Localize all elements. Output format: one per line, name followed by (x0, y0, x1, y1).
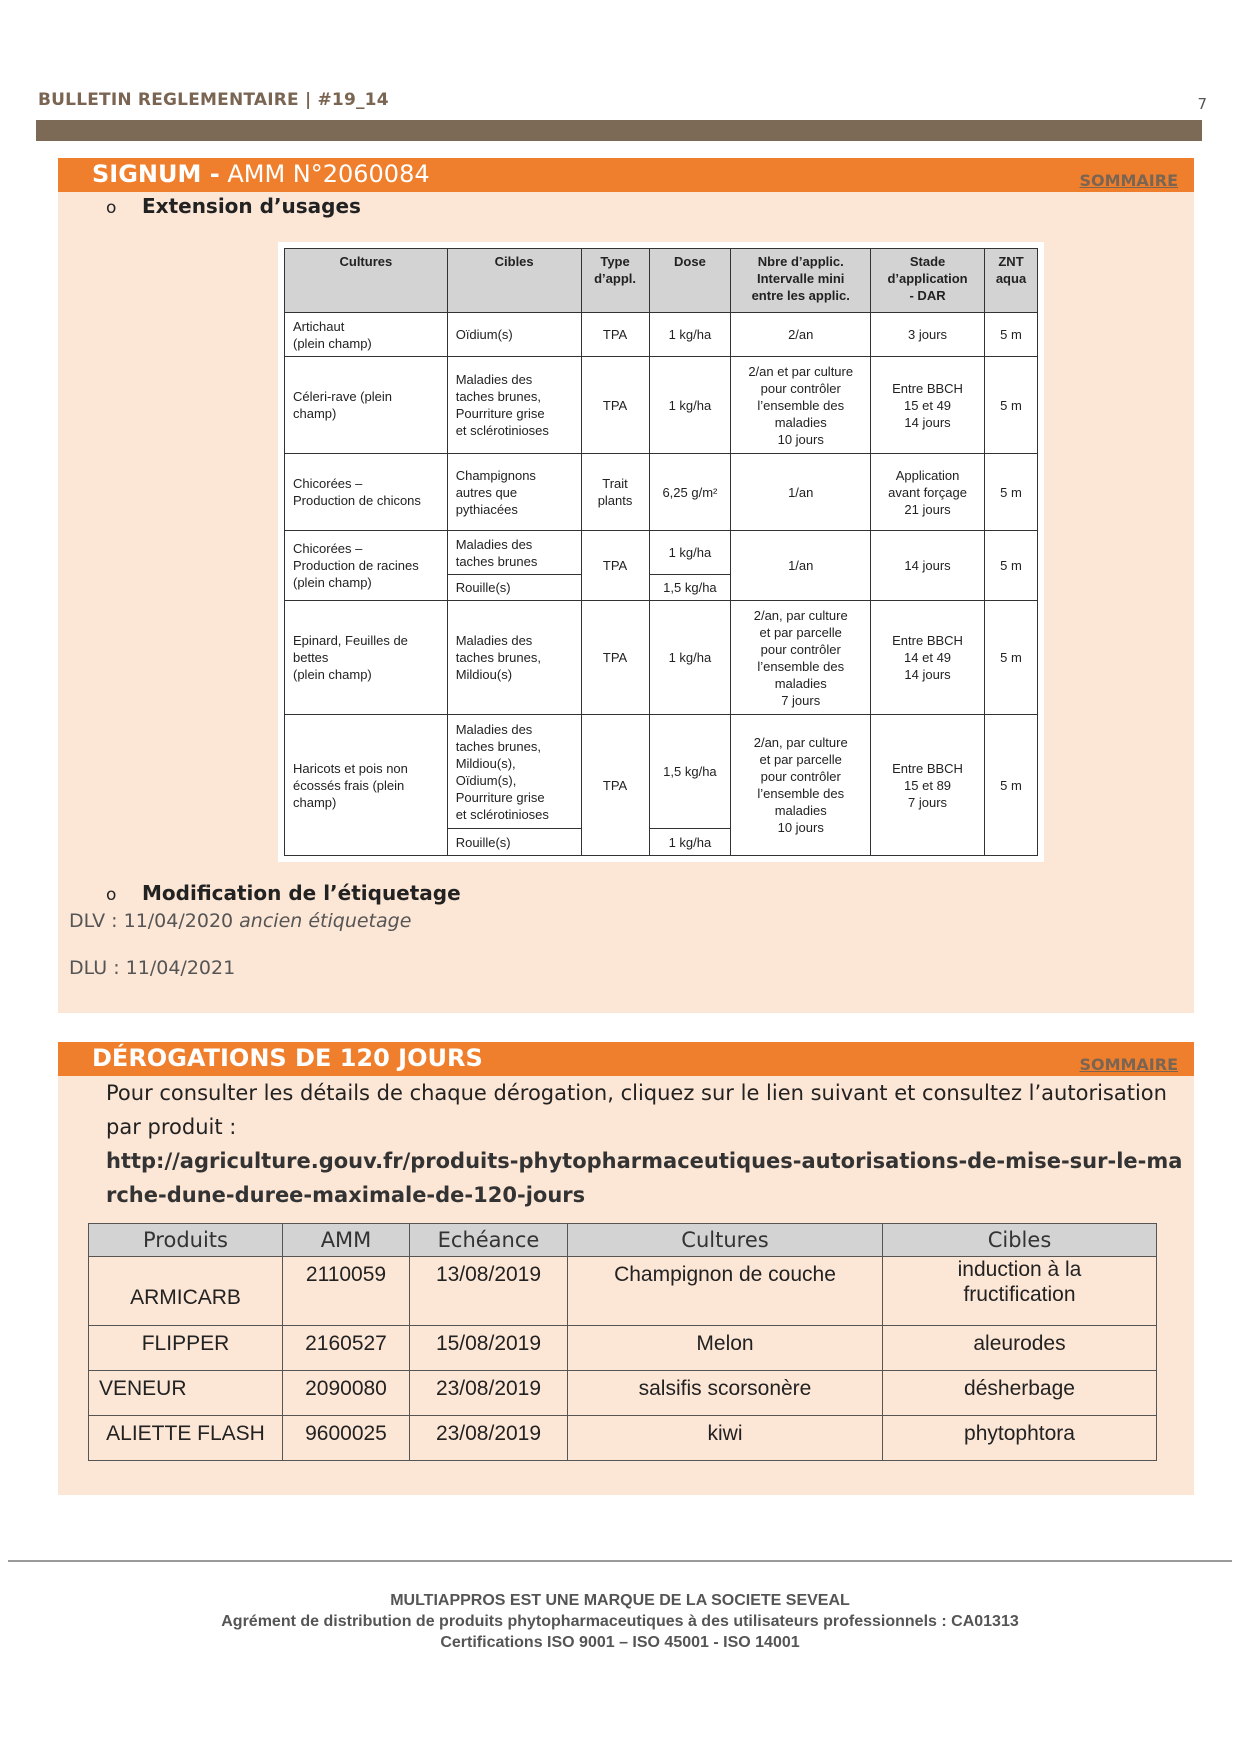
derog-cible: phytophtora (883, 1416, 1157, 1461)
usage-nbre: 2/an (731, 313, 871, 357)
bullet-glyph: o (106, 885, 117, 905)
usage-header-cell: Stade d’application - DAR (871, 249, 985, 313)
derog-produit: FLIPPER (89, 1326, 283, 1371)
signum-title: SIGNUM - AMM N°2060084 (92, 160, 430, 188)
table-row (285, 531, 1038, 575)
table-row (89, 1257, 1157, 1326)
derogations-title: DÉROGATIONS DE 120 JOURS (92, 1044, 483, 1072)
usage-stade: Application avant forçage 21 jours (871, 454, 985, 531)
usage-culture: Haricots et pois non écossés frais (plein champ) (285, 715, 448, 856)
derog-header-cell: Produits (89, 1224, 283, 1257)
derog-echeance: 23/08/2019 (410, 1416, 568, 1461)
footer-line-2: Agrément de distribution de produits phytopharmaceutiques à des utilisateurs professionnels : CA01313 (221, 1613, 1019, 1630)
usage-nbre: 2/an et par culture pour contrôler l’ensemble des maladies 10 jours (731, 357, 871, 454)
table-row (285, 601, 1038, 715)
usage-culture: Chicorées – Production de racines (plein champ) (285, 531, 448, 601)
usage-header-cell: Cibles (447, 249, 581, 313)
usage-znt: 5 m (985, 715, 1038, 856)
sommaire-link[interactable]: SOMMAIRE (1079, 171, 1178, 190)
bullet-extension (106, 194, 361, 218)
modification-heading: Modification de l’étiquetage (142, 881, 461, 905)
usage-cible: Maladies des taches brunes, Pourriture grise et sclérotinioses (447, 357, 581, 454)
usage-nbre: 1/an (731, 454, 871, 531)
usage-culture: Epinard, Feuilles de bettes (plein champ) (285, 601, 448, 715)
signum-panel (58, 158, 1194, 1013)
footer-divider (8, 1560, 1232, 1562)
usage-znt: 5 m (985, 531, 1038, 601)
usage-culture: Céleri-rave (plein champ) (285, 357, 448, 454)
intro-text: Pour consulter les détails de chaque dérogation, cliquez sur le lien suivant et consultez l’autorisation par produit : (106, 1081, 1167, 1139)
sommaire-link[interactable]: SOMMAIRE (1079, 1055, 1178, 1074)
usage-culture: Chicorées – Production de chicons (285, 454, 448, 531)
derog-amm: 2090080 (283, 1371, 410, 1416)
usage-dose: 1 kg/ha (649, 531, 731, 575)
table-row (89, 1326, 1157, 1371)
derog-header-cell: Cultures (568, 1224, 883, 1257)
table-row (285, 454, 1038, 531)
derog-echeance: 15/08/2019 (410, 1326, 568, 1371)
usage-cible: Maladies des taches brunes, Mildiou(s), Oïdium(s), Pourriture grise et sclérotinioses (447, 715, 581, 829)
bullet-modification (106, 881, 461, 905)
table-row (285, 357, 1038, 454)
footer-line-1: MULTIAPPROS EST UNE MARQUE DE LA SOCIETE SEVEAL (390, 1592, 850, 1609)
usage-stade: Entre BBCH 14 et 49 14 jours (871, 601, 985, 715)
usage-header-cell: Type d’appl. (581, 249, 649, 313)
usage-table-wrap (278, 242, 1044, 862)
derog-amm: 2110059 (283, 1257, 410, 1326)
usage-znt: 5 m (985, 454, 1038, 531)
usage-nbre: 1/an (731, 531, 871, 601)
usage-type: TPA (581, 531, 649, 601)
bullet-glyph: o (106, 198, 117, 218)
derog-amm: 9600025 (283, 1416, 410, 1461)
derogations-intro (106, 1076, 1186, 1212)
page-number: 7 (1197, 95, 1207, 113)
derog-culture: kiwi (568, 1416, 883, 1461)
usage-znt: 5 m (985, 357, 1038, 454)
usage-type: TPA (581, 601, 649, 715)
derog-culture: Champignon de couche (568, 1257, 883, 1326)
usage-type: TPA (581, 313, 649, 357)
footer-line-3: Certifications ISO 9001 – ISO 45001 - ISO 14001 (440, 1634, 800, 1651)
derogations-panel (58, 1042, 1194, 1495)
derog-echeance: 13/08/2019 (410, 1257, 568, 1326)
usage-table (284, 248, 1038, 856)
usage-culture: Artichaut (plein champ) (285, 313, 448, 357)
derog-header-cell: Echéance (410, 1224, 568, 1257)
usage-dose: 1,5 kg/ha (649, 575, 731, 601)
usage-type: Trait plants (581, 454, 649, 531)
usage-dose: 1 kg/ha (649, 601, 731, 715)
usage-stade: Entre BBCH 15 et 89 7 jours (871, 715, 985, 856)
usage-type: TPA (581, 357, 649, 454)
usage-cible: Rouille(s) (447, 575, 581, 601)
derog-header-cell: AMM (283, 1224, 410, 1257)
extension-heading: Extension d’usages (142, 194, 361, 218)
derog-cible: induction à la fructification (883, 1257, 1157, 1326)
derog-amm: 2160527 (283, 1326, 410, 1371)
usage-stade: Entre BBCH 15 et 49 14 jours (871, 357, 985, 454)
usage-stade: 3 jours (871, 313, 985, 357)
usage-dose: 1 kg/ha (649, 313, 731, 357)
signum-header (58, 158, 1194, 192)
page-header-title: BULLETIN REGLEMENTAIRE | #19_14 (38, 90, 389, 110)
derog-cible: désherbage (883, 1371, 1157, 1416)
derog-culture: salsifis scorsonère (568, 1371, 883, 1416)
usage-znt: 5 m (985, 601, 1038, 715)
dlu-line: DLU : 11/04/2021 (69, 957, 236, 979)
derog-produit: ARMICARB (89, 1257, 283, 1326)
header-bar (36, 120, 1202, 141)
derogations-header (58, 1042, 1194, 1076)
usage-dose: 6,25 g/m² (649, 454, 731, 531)
dlv-line: DLV : 11/04/2020 ancien étiquetage (69, 910, 412, 932)
usage-cible: Maladies des taches brunes (447, 531, 581, 575)
table-row (285, 313, 1038, 357)
derog-header-cell: Cibles (883, 1224, 1157, 1257)
usage-znt: 5 m (985, 313, 1038, 357)
usage-header-cell: ZNT aqua (985, 249, 1038, 313)
usage-nbre: 2/an, par culture et par parcelle pour contrôler l’ensemble des maladies 10 jours (731, 715, 871, 856)
table-row (89, 1416, 1157, 1461)
usage-dose: 1 kg/ha (649, 829, 731, 856)
usage-type: TPA (581, 715, 649, 856)
usage-cible: Oïdium(s) (447, 313, 581, 357)
derogations-table (88, 1223, 1157, 1461)
usage-cible: Maladies des taches brunes, Mildiou(s) (447, 601, 581, 715)
usage-header-cell: Nbre d’applic. Intervalle mini entre les applic. (731, 249, 871, 313)
usage-header-cell: Dose (649, 249, 731, 313)
usage-cible: Champignons autres que pythiacées (447, 454, 581, 531)
derog-culture: Melon (568, 1326, 883, 1371)
usage-stade: 14 jours (871, 531, 985, 601)
derog-produit: VENEUR (89, 1371, 283, 1416)
table-row (285, 715, 1038, 829)
derog-echeance: 23/08/2019 (410, 1371, 568, 1416)
usage-cible: Rouille(s) (447, 829, 581, 856)
table-row (89, 1371, 1157, 1416)
usage-header-cell: Cultures (285, 249, 448, 313)
derog-produit: ALIETTE FLASH (89, 1416, 283, 1461)
usage-dose: 1 kg/ha (649, 357, 731, 454)
dlv-note: ancien étiquetage (239, 910, 412, 932)
usage-nbre: 2/an, par culture et par parcelle pour contrôler l’ensemble des maladies 7 jours (731, 601, 871, 715)
usage-dose: 1,5 kg/ha (649, 715, 731, 829)
derogations-url-link[interactable]: http://agriculture.gouv.fr/produits-phytopharmaceutiques-autorisations-de-mise-sur-le-marche-dune-duree-maximale-de-120-jours (106, 1149, 1183, 1207)
derog-cible: aleurodes (883, 1326, 1157, 1371)
